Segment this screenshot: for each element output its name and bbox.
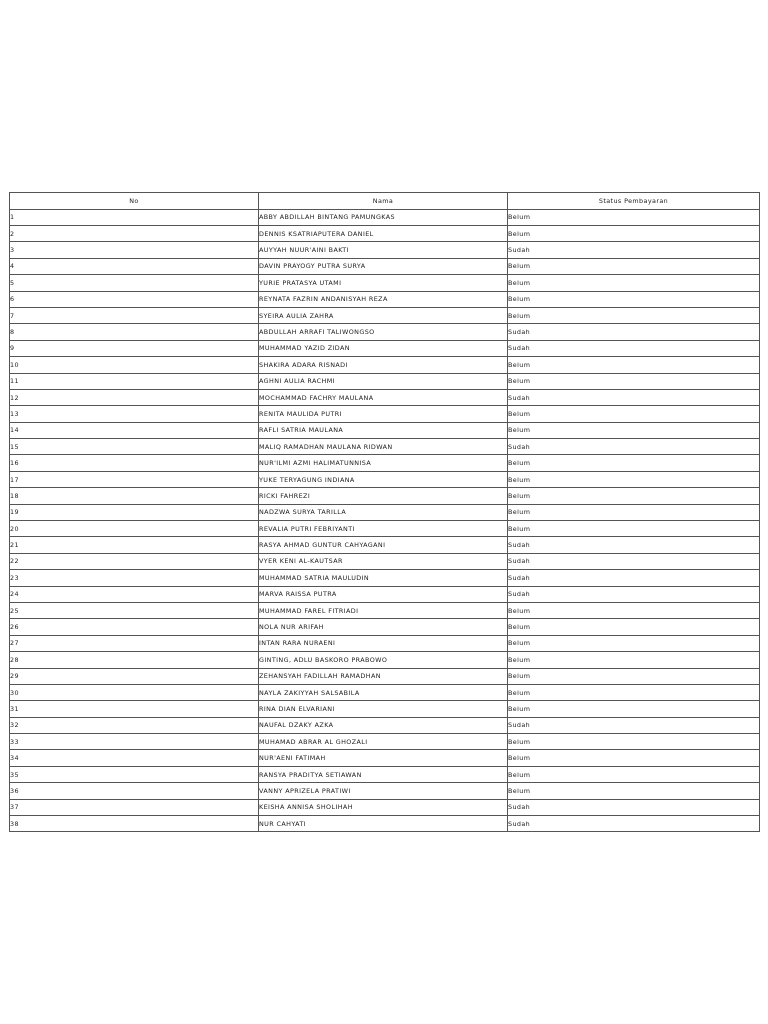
cell-nama: YURIE PRATASYA UTAMI [259,275,508,291]
cell-status: Belum [508,275,760,291]
cell-nama: ABBY ABDILLAH BINTANG PAMUNGKAS [259,209,508,225]
cell-nama: RASYA AHMAD GUNTUR CAHYAGANI [259,537,508,553]
table-row [10,504,760,520]
table-row [10,750,760,766]
cell-no: 21 [10,537,259,553]
cell-status: Belum [508,750,760,766]
cell-status: Belum [508,488,760,504]
table-row [10,816,760,832]
cell-status: Belum [508,471,760,487]
cell-no: 28 [10,652,259,668]
cell-no: 37 [10,799,259,815]
cell-no: 19 [10,504,259,520]
cell-no: 12 [10,389,259,405]
table-row [10,684,760,700]
table-row [10,766,760,782]
cell-no: 25 [10,602,259,618]
table-row [10,521,760,537]
cell-nama: NAUFAL DZAKY AZKA [259,717,508,733]
cell-status: Belum [508,701,760,717]
cell-nama: YUKE TERYAGUNG INDIANA [259,471,508,487]
cell-status: Belum [508,766,760,782]
cell-no: 30 [10,684,259,700]
table-row [10,537,760,553]
table-row [10,619,760,635]
cell-status: Belum [508,455,760,471]
cell-status: Belum [508,684,760,700]
cell-status: Belum [508,783,760,799]
header-status: Status Pembayaran [508,193,760,210]
cell-no: 3 [10,242,259,258]
cell-nama: VYER KENI AL-KAUTSAR [259,553,508,569]
cell-status: Belum [508,652,760,668]
cell-no: 24 [10,586,259,602]
header-nama: Nama [259,193,508,210]
cell-no: 9 [10,340,259,356]
cell-status: Belum [508,373,760,389]
cell-no: 27 [10,635,259,651]
table-row [10,439,760,455]
cell-nama: NAYLA ZAKIYYAH SALSABILA [259,684,508,700]
table-row [10,668,760,684]
cell-no: 20 [10,521,259,537]
table-row [10,307,760,323]
cell-status: Sudah [508,340,760,356]
cell-no: 1 [10,209,259,225]
table-row [10,602,760,618]
cell-status: Belum [508,225,760,241]
cell-no: 22 [10,553,259,569]
cell-nama: NUR'ILMI AZMI HALIMATUNNISA [259,455,508,471]
table-row [10,455,760,471]
cell-no: 15 [10,439,259,455]
table-body [10,209,760,832]
cell-no: 2 [10,225,259,241]
cell-status: Sudah [508,242,760,258]
cell-nama: KEISHA ANNISA SHOLIHAH [259,799,508,815]
cell-no: 34 [10,750,259,766]
table-row [10,734,760,750]
cell-status: Belum [508,357,760,373]
table-row [10,422,760,438]
cell-nama: REVALIA PUTRI FEBRIYANTI [259,521,508,537]
cell-nama: MUHAMAD ABRAR AL GHOZALI [259,734,508,750]
table-row [10,406,760,422]
table-row [10,783,760,799]
table-row [10,324,760,340]
cell-status: Belum [508,258,760,274]
cell-status: Belum [508,504,760,520]
cell-nama: RANSYA PRADITYA SETIAWAN [259,766,508,782]
table-row [10,340,760,356]
cell-no: 38 [10,816,259,832]
table-row [10,209,760,225]
table-row [10,389,760,405]
cell-nama: DENNIS KSATRIAPUTERA DANIEL [259,225,508,241]
cell-no: 10 [10,357,259,373]
cell-nama: VANNY APRIZELA PRATIWI [259,783,508,799]
cell-no: 36 [10,783,259,799]
cell-nama: MARVA RAISSA PUTRA [259,586,508,602]
cell-status: Sudah [508,553,760,569]
cell-status: Belum [508,291,760,307]
cell-nama: DAVIN PRAYOGY PUTRA SURYA [259,258,508,274]
table-row [10,291,760,307]
cell-no: 17 [10,471,259,487]
cell-no: 35 [10,766,259,782]
cell-status: Belum [508,422,760,438]
cell-nama: GINTING, ADLU BASKORO PRABOWO [259,652,508,668]
cell-nama: INTAN RARA NURAENI [259,635,508,651]
table-row [10,488,760,504]
table-row [10,471,760,487]
table-row [10,799,760,815]
table-row [10,357,760,373]
cell-status: Sudah [508,586,760,602]
cell-no: 13 [10,406,259,422]
table-row [10,275,760,291]
cell-status: Sudah [508,717,760,733]
cell-no: 26 [10,619,259,635]
cell-nama: RAFLI SATRIA MAULANA [259,422,508,438]
table-row [10,701,760,717]
cell-no: 31 [10,701,259,717]
cell-nama: MOCHAMMAD FACHRY MAULANA [259,389,508,405]
cell-no: 23 [10,570,259,586]
cell-nama: RINA DIAN ELVARIANI [259,701,508,717]
cell-status: Sudah [508,324,760,340]
cell-nama: NUR'AENI FATIMAH [259,750,508,766]
cell-nama: SYEIRA AULIA ZAHRA [259,307,508,323]
cell-no: 8 [10,324,259,340]
cell-nama: SHAKIRA ADARA RISNADI [259,357,508,373]
cell-status: Sudah [508,439,760,455]
table-row [10,635,760,651]
cell-nama: NUR CAHYATI [259,816,508,832]
table-row [10,258,760,274]
table-row [10,717,760,733]
cell-nama: NOLA NUR ARIFAH [259,619,508,635]
cell-status: Belum [508,734,760,750]
cell-no: 6 [10,291,259,307]
cell-status: Belum [508,307,760,323]
cell-status: Belum [508,602,760,618]
cell-nama: MUHAMMAD SATRIA MAULUDIN [259,570,508,586]
cell-status: Belum [508,635,760,651]
cell-nama: REYNATA FAZRIN ANDANISYAH REZA [259,291,508,307]
cell-status: Belum [508,209,760,225]
cell-status: Belum [508,619,760,635]
table-row [10,570,760,586]
cell-status: Belum [508,668,760,684]
table-row [10,553,760,569]
cell-nama: MUHAMMAD FAREL FITRIADI [259,602,508,618]
cell-status: Sudah [508,389,760,405]
cell-nama: RICKI FAHREZI [259,488,508,504]
cell-no: 29 [10,668,259,684]
cell-no: 16 [10,455,259,471]
cell-nama: MUHAMMAD YAZID ZIDAN [259,340,508,356]
cell-nama: AUYYAH NUUR'AINI BAKTI [259,242,508,258]
cell-no: 11 [10,373,259,389]
table-header-row [10,193,760,210]
cell-nama: ABDULLAH ARRAFI TALIWONGSO [259,324,508,340]
table-row [10,225,760,241]
cell-status: Sudah [508,537,760,553]
cell-no: 7 [10,307,259,323]
payment-status-table [9,192,760,832]
cell-nama: AGHNI AULIA RACHMI [259,373,508,389]
cell-no: 32 [10,717,259,733]
cell-no: 5 [10,275,259,291]
table-row [10,586,760,602]
cell-nama: NADZWA SURYA TARILLA [259,504,508,520]
cell-nama: RENITA MAULIDA PUTRI [259,406,508,422]
cell-no: 18 [10,488,259,504]
table-row [10,652,760,668]
table-row [10,373,760,389]
cell-nama: MALIQ RAMADHAN MAULANA RIDWAN [259,439,508,455]
cell-no: 14 [10,422,259,438]
cell-status: Belum [508,521,760,537]
table-row [10,242,760,258]
cell-no: 33 [10,734,259,750]
cell-no: 4 [10,258,259,274]
header-no: No [10,193,259,210]
cell-nama: ZEHANSYAH FADILLAH RAMADHAN [259,668,508,684]
cell-status: Sudah [508,799,760,815]
cell-status: Belum [508,406,760,422]
cell-status: Sudah [508,570,760,586]
cell-status: Sudah [508,816,760,832]
